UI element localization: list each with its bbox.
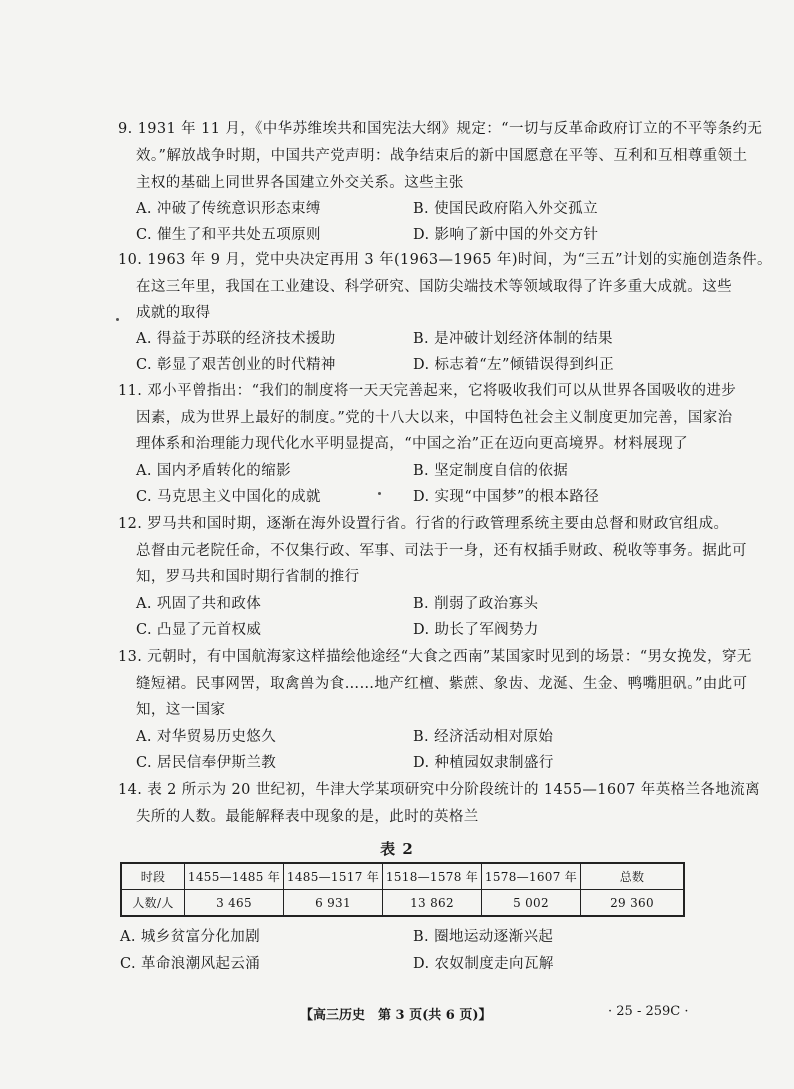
q9-option-d: D. 影响了新中国的外交方针 xyxy=(413,227,599,243)
table-row-label: 人数/人 xyxy=(121,890,185,917)
table-header-cell: 1455—1485 年 xyxy=(185,863,284,890)
q13-option-b: B. 经济活动相对原始 xyxy=(413,729,554,745)
table-title: 表 2 xyxy=(380,840,414,858)
q12-option-a: A. 巩固了共和政体 xyxy=(136,596,262,612)
q13-option-a: A. 对华贸易历史悠久 xyxy=(136,729,277,745)
table-header-cell: 1578—1607 年 xyxy=(482,863,581,890)
q10-option-c: C. 彰显了艰苦创业的时代精神 xyxy=(136,357,336,373)
q14-stem-line-1: 14. 表 2 所示为 20 世纪初，牛津大学某项研究中分阶段统计的 1455—1607 年英格兰各地流离 xyxy=(118,782,760,798)
page-footer: 【高三历史 第 3 页(共 6 页)】 xyxy=(300,1008,492,1023)
q13-option-c: C. 居民信奉伊斯兰教 xyxy=(136,755,277,771)
q11-stem-line-1: 11. 邓小平曾指出：“我们的制度将一天天完善起来，它将吸收我们可以从世界各国吸收的进步 xyxy=(118,383,737,399)
table-cell: 13 862 xyxy=(383,890,482,917)
q12-option-b: B. 削弱了政治寡头 xyxy=(413,596,539,612)
q10-stem-line-1: 10. 1963 年 9 月，党中央决定再用 3 年(1963—1965 年)时间，为“三五”计划的实施创造条件。 xyxy=(118,252,772,268)
q13-stem-line-2: 缝短裙。民事网罟，取禽兽为食……地产红檀、紫蔗、象齿、龙涎、生金、鸭嘴胆矾。”由此可 xyxy=(136,676,748,692)
q9-stem-line-3: 主权的基础上同世界各国建立外交关系。这些主张 xyxy=(136,175,464,191)
q14-option-d: D. 农奴制度走向瓦解 xyxy=(413,956,554,972)
q12-option-d: D. 助长了军阀势力 xyxy=(413,622,539,638)
table-cell: 6 931 xyxy=(284,890,383,917)
exam-code: · 25 - 259C · xyxy=(608,1004,689,1019)
q14-stem-line-2: 失所的人数。最能解释表中现象的是，此时的英格兰 xyxy=(136,809,479,825)
q10-stem-line-3: 成就的取得 xyxy=(136,305,211,321)
table-row xyxy=(121,890,684,917)
q11-option-d: D. 实现“中国梦”的根本路径 xyxy=(413,489,600,505)
q13-option-d: D. 种植园奴隶制盛行 xyxy=(413,755,554,771)
q12-stem-line-2: 总督由元老院任命，不仅集行政、军事、司法于一身，还有权插手财政、税收等事务。据此可 xyxy=(136,543,747,559)
q9-stem-line-2: 效。”解放战争时期，中国共产党声明：战争结束后的新中国愿意在平等、互利和互相尊重领土 xyxy=(136,148,748,164)
q12-stem-line-1: 12. 罗马共和国时期，逐渐在海外设置行省。行省的行政管理系统主要由总督和财政官组成。 xyxy=(118,516,729,532)
q14-option-c: C. 革命浪潮风起云涌 xyxy=(120,956,261,972)
q9-option-a: A. 冲破了传统意识形态束缚 xyxy=(136,201,321,217)
q13-stem-line-3: 知，这一国家 xyxy=(136,702,226,718)
table-header-cell: 1518—1578 年 xyxy=(383,863,482,890)
table-header-cell: 时段 xyxy=(121,863,185,890)
q9-stem-line-1: 9. 1931 年 11 月，《中华苏维埃共和国宪法大纲》规定：“一切与反革命政府订立的不平等条约无 xyxy=(118,121,763,137)
q11-option-c: C. 马克思主义中国化的成就 xyxy=(136,489,321,505)
q13-stem-line-1: 13. 元朝时，有中国航海家这样描绘他途经“大食之西南”某国家时见到的场景：“男女挽发，穿无 xyxy=(118,649,752,665)
table-cell: 29 360 xyxy=(581,890,685,917)
q10-option-b: B. 是冲破计划经济体制的结果 xyxy=(413,331,613,347)
table-header-cell: 1485—1517 年 xyxy=(284,863,383,890)
table-header-row xyxy=(121,863,684,890)
q14-option-a: A. 城乡贫富分化加剧 xyxy=(120,929,261,945)
q11-stem-line-3: 理体系和治理能力现代化水平明显提高，“中国之治”正在迈向更高境界。材料展现了 xyxy=(136,436,689,452)
q12-option-c: C. 凸显了元首权威 xyxy=(136,622,262,638)
q12-stem-line-3: 知，罗马共和国时期行省制的推行 xyxy=(136,569,360,585)
q10-option-d: D. 标志着“左”倾错误得到纠正 xyxy=(413,357,615,373)
table-cell: 3 465 xyxy=(185,890,284,917)
q10-option-a: A. 得益于苏联的经济技术援助 xyxy=(136,331,336,347)
q14-option-b: B. 圈地运动逐渐兴起 xyxy=(413,929,554,945)
scan-speck xyxy=(378,492,381,495)
q9-option-b: B. 使国民政府陷入外交孤立 xyxy=(413,201,598,217)
q11-stem-line-2: 因素，成为世界上最好的制度。”党的十八大以来，中国特色社会主义制度更加完善，国家治 xyxy=(136,410,733,426)
q10-stem-line-2: 在这三年里，我国在工业建设、科学研究、国防尖端技术等领域取得了许多重大成就。这些 xyxy=(136,279,732,295)
data-table xyxy=(120,862,685,917)
q11-option-a: A. 国内矛盾转化的缩影 xyxy=(136,463,291,479)
q11-option-b: B. 坚定制度自信的依据 xyxy=(413,463,569,479)
table-header-cell: 总数 xyxy=(581,863,685,890)
table-cell: 5 002 xyxy=(482,890,581,917)
scan-speck xyxy=(116,318,119,321)
q9-option-c: C. 催生了和平共处五项原则 xyxy=(136,227,321,243)
